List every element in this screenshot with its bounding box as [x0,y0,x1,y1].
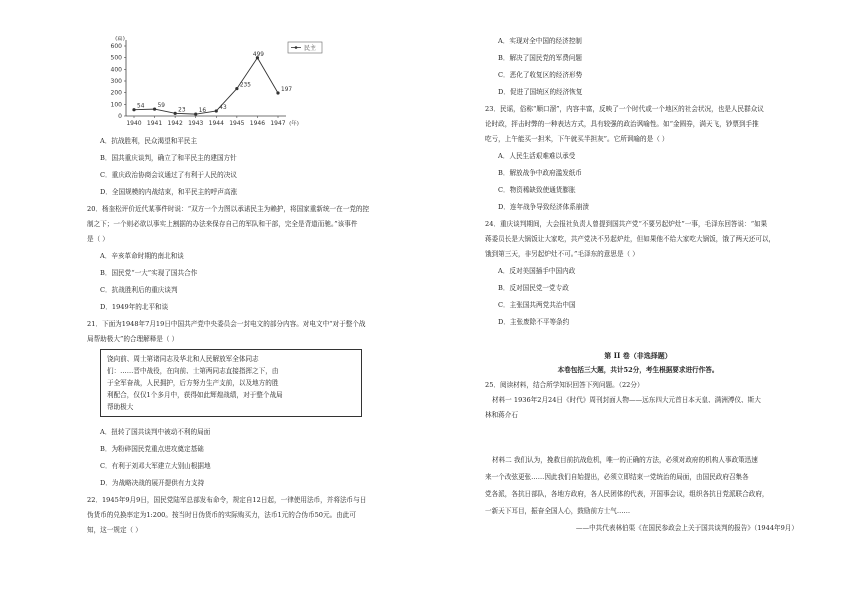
q20-line-2: 制之下；一个则必欲以事实上割据的办法来保存自己的军队和干部，完全是背道而驰。”该事件 [87,220,358,228]
x-tick-label: 1944 [208,120,224,127]
q22-options [478,36,798,98]
q21-line-2: 局帮助极大”的合理解释是（ ） [87,335,179,343]
y-tick-label: 200 [110,89,122,97]
x-tick-label: 1946 [249,120,266,127]
q21-telegram-quote [100,349,362,417]
question-25 [478,380,798,534]
q23-line-1: 23．民谣，俗称“顺口溜”，内容丰富，反映了一个时代或一个地区的社会状况，也是人民群众议 [485,105,764,113]
q19-option-b[interactable]: B．国共重庆谈判，确立了和平民主的建国方针 [100,154,237,162]
right-column [478,36,798,534]
data-label: 23 [178,107,186,114]
q24-line-1: 24．重庆谈判期间，大会报社负责人曾提到国共产党“不要另起炉灶”一事，毛泽东回答说：“如果 [485,220,768,228]
data-label: 197 [281,87,293,94]
q19-option-d[interactable]: D．全国规模的内战结束，和平民主的呼声高涨 [100,188,238,196]
q21-option-c[interactable]: C．有利于刘邓大军建立大别山根据地 [100,462,211,470]
data-point [235,87,238,90]
q24-option-a[interactable]: A．反对美国插手中国内政 [498,267,576,275]
q20-option-a[interactable]: A．辛亥革命时期的南北和谈 [100,252,184,260]
q25-material-2-line-2: 来一个改弦更张……因此我们自始提出，必须立即结束一党统治的局面，由国民政府召集各 [485,473,749,481]
quote-line-3: 于全军奋战，人民拥护，后方努力生产支前，以及地方的胜 [107,379,279,387]
y-axis-unit-label: (篇) [115,36,125,42]
data-point [276,91,279,94]
q23-line-3: 吃亏，上午能买一担米，下午就买半担灰”。它所讽喻的是（ ） [485,135,669,143]
legend-label: 民主 [304,45,317,52]
q22-option-c[interactable]: C．恶化了收复区的经济形势 [498,71,583,79]
q22-option-d[interactable]: D．促进了国统区的经济恢复 [498,88,583,96]
q22-option-a[interactable]: A．实现对全中国的经济控制 [498,37,582,45]
data-point [194,113,197,116]
quote-line-4: 利配合，仅仅1个多月中，获得如此辉煌战绩，对于整个战局 [107,391,283,399]
q19-option-a[interactable]: A．抗战胜利，民众渴望和平民主 [100,137,198,145]
x-axis-unit-label: (年) [289,121,299,127]
data-point [153,108,156,111]
data-label: 235 [239,82,251,89]
q25-material-2-line-4: 一新天下耳目，振奋全国人心，鼓励前方士气…… [485,507,631,515]
y-tick-label: 500 [110,54,122,62]
y-tick-label: 100 [110,101,122,109]
data-label: 16 [198,108,207,115]
q21-option-a[interactable]: A．扭转了国共谈判中被动不利的局面 [100,428,211,436]
x-tick-label: 1940 [126,120,142,127]
data-point [132,108,135,111]
q25-material-2-line-1: 材料二 我们认为，挽救目前抗战危机，唯一的正确的方法，必须对政府的机构人事政策迅速 [492,456,758,464]
q25-material-1-line-2: 林和蒋介石 [485,411,518,419]
q24-option-b[interactable]: B．反对国民党一党专政 [498,284,569,292]
q21-line-1: 21．下面为1948年7月19日中国共产党中央委员会一封电文的部分内容。对电文中“对于整个战 [87,320,366,328]
y-tick-label: 400 [110,66,122,74]
q20-line-3: 是（ ） [87,235,109,243]
data-point [174,112,177,115]
data-label: 499 [252,51,264,58]
q20-line-1: 20．杨奎松评价近代某事件时说：“双方一个力图以承诺民主为赖护，将国家重新统一在一党的控 [87,205,370,213]
q20-option-d[interactable]: D．1949年的北平和谈 [100,303,169,311]
y-tick-label: 0 [118,113,122,120]
q23-option-d[interactable]: D．连年战争导致经济体系崩溃 [498,203,590,211]
question-23 [478,104,798,213]
q24-option-c[interactable]: C．主张国共两党共治中国 [498,301,576,309]
democracy-articles-chart [94,36,324,132]
q21-option-b[interactable]: B．为粉碎国民党重点进攻奠定基础 [100,445,204,453]
q21-option-d[interactable]: D．为战略决战的展开提供有力支持 [100,479,205,487]
quote-line-5: 帮助极大 [107,403,134,411]
q22-line-1: 22．1945年9月9日，国民党陆军总部发布命令，规定自12日起，一律使用法币，并将法币与日 [87,496,367,504]
part-2-title: 第 II 卷（非选择题） [604,351,672,360]
data-point [215,109,218,112]
question-24 [478,219,798,328]
legend-marker [295,46,298,49]
q23-line-2: 论时政，抨击时弊的一种表达方式，具有较强的政治讽喻性。如“金圆券，满天飞，钞票到手推 [485,120,759,128]
q20-option-b[interactable]: B．国民党“一大”实现了国共合作 [100,269,198,277]
q25-head: 25．阅读材料，结合所学知识回答下列问题。（22分） [485,381,644,389]
x-tick-label: 1947 [270,120,286,127]
q22-option-b[interactable]: B．解决了国民党的军费问题 [498,54,582,62]
question-21 [80,319,400,489]
q23-option-b[interactable]: B．解放战争中政府滥发纸币 [498,169,582,177]
q22-line-2: 伪货币的兑换率定为1:200。按当时日伪货币的实际购买力，法币1元的合伪币50元。由此可 [87,511,356,519]
q22-line-3: 知，这一规定（ ） [87,526,142,534]
q25-material-2-line-3: 党各派，各抗日部队，各地方政府，各人民团体的代表，开国事会议，组织各抗日党派联合政府， [485,490,769,498]
question-20 [80,204,400,313]
y-tick-label: 300 [110,78,122,85]
x-tick-label: 1942 [167,120,183,127]
part-2-subtitle: 本卷包括三大题，共计52分，考生根据要求进行作答。 [557,366,719,374]
q23-option-c[interactable]: C．物资稀缺致使通货膨胀 [498,186,576,194]
x-tick-label: 1943 [188,120,204,127]
q25-source: ——中共代表林伯渠《在国民参政会上关于国共谈判的报告》（1944年9月） [575,524,798,532]
data-label: 59 [157,103,165,110]
q25-material-1-line-1: 材料一 1936年2月24日《时代》周刊封面人物——远东四大元首日本天皇、满洲溥仪、斯大 [492,396,761,404]
x-tick-label: 1941 [146,120,163,127]
left-column [80,36,400,536]
data-label: 54 [137,103,145,110]
q20-option-c[interactable]: C．抗战胜利后的重庆谈判 [100,286,178,294]
q24-line-2: 蒋委员长是大锅饭让大家吃，共产党决不另起炉灶，但如果他不给大家吃大锅饭，饿了两天还可以， [485,235,776,243]
quote-line-1: 饶向前、周士第诸同志及华北和人民解放军全体同志 [107,355,259,363]
question-22 [80,495,400,536]
y-tick-label: 600 [110,43,122,50]
q23-option-a[interactable]: A．人民生活艰难难以承受 [498,152,576,160]
x-tick-label: 1945 [229,120,245,127]
quote-line-2: 们：……晋中战役，在向前、士第两同志直接指挥之下，由 [107,367,279,375]
q19-option-c[interactable]: C．重庆政治协商会议通过了有利于人民的决议 [100,171,237,179]
q24-option-d[interactable]: D．主张废除不平等条约 [498,318,570,326]
data-label: 43 [219,104,227,111]
q24-line-3: 饿到第三天，非另起炉灶不可。”毛泽东的意思是（ ） [485,250,639,258]
q19-options [80,136,400,198]
series-line-democracy [134,58,278,114]
